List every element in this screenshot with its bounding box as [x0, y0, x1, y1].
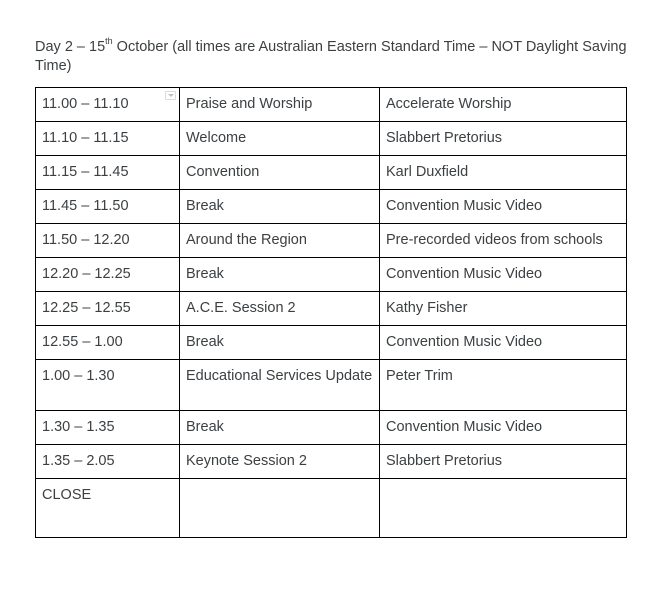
table-row: [36, 88, 627, 122]
presenter-cell[interactable]: Accelerate Worship: [380, 88, 627, 122]
table-row: [36, 224, 627, 258]
table-row: [36, 326, 627, 360]
presenter-cell[interactable]: Slabbert Pretorius: [380, 445, 627, 479]
session-cell[interactable]: Break: [180, 411, 380, 445]
presenter-cell[interactable]: Karl Duxfield: [380, 156, 627, 190]
time-cell[interactable]: 1.00 – 1.30: [36, 360, 180, 411]
heading-suffix: October (all times are Australian Eastern Standard Time – NOT Daylight Saving Time): [35, 39, 627, 74]
dropdown-arrow-icon[interactable]: [165, 91, 176, 100]
session-cell[interactable]: Praise and Worship: [180, 88, 380, 122]
presenter-cell[interactable]: Convention Music Video: [380, 326, 627, 360]
session-cell[interactable]: A.C.E. Session 2: [180, 292, 380, 326]
presenter-cell[interactable]: [380, 479, 627, 538]
session-cell[interactable]: Break: [180, 258, 380, 292]
time-text: 11.00 – 11.10: [42, 96, 129, 112]
table-row: [36, 258, 627, 292]
table-row: [36, 122, 627, 156]
time-cell[interactable]: 12.25 – 12.55: [36, 292, 180, 326]
session-cell[interactable]: Break: [180, 190, 380, 224]
heading-prefix: Day 2 – 15: [35, 39, 106, 55]
time-cell[interactable]: 11.45 – 11.50: [36, 190, 180, 224]
presenter-cell[interactable]: Convention Music Video: [380, 190, 627, 224]
time-cell[interactable]: 11.15 – 11.45: [36, 156, 180, 190]
session-cell[interactable]: Welcome: [180, 122, 380, 156]
presenter-cell[interactable]: Convention Music Video: [380, 411, 627, 445]
presenter-cell[interactable]: Peter Trim: [380, 360, 627, 411]
schedule-table: [35, 87, 627, 538]
presenter-cell[interactable]: Slabbert Pretorius: [380, 122, 627, 156]
schedule-heading: [35, 38, 645, 76]
table-row: [36, 479, 627, 538]
time-cell[interactable]: CLOSE: [36, 479, 180, 538]
table-row: [36, 292, 627, 326]
presenter-cell[interactable]: Pre-recorded videos from schools: [380, 224, 627, 258]
time-cell[interactable]: [36, 88, 180, 122]
table-row: [36, 360, 627, 411]
session-cell[interactable]: Convention: [180, 156, 380, 190]
table-row: [36, 445, 627, 479]
time-cell[interactable]: 11.50 – 12.20: [36, 224, 180, 258]
session-cell[interactable]: Around the Region: [180, 224, 380, 258]
presenter-cell[interactable]: Convention Music Video: [380, 258, 627, 292]
session-cell[interactable]: [180, 479, 380, 538]
time-cell[interactable]: 1.30 – 1.35: [36, 411, 180, 445]
time-cell[interactable]: 11.10 – 11.15: [36, 122, 180, 156]
time-cell[interactable]: 12.20 – 12.25: [36, 258, 180, 292]
heading-superscript: th: [105, 36, 113, 47]
presenter-cell[interactable]: Kathy Fisher: [380, 292, 627, 326]
time-cell[interactable]: 12.55 – 1.00: [36, 326, 180, 360]
session-cell[interactable]: Keynote Session 2: [180, 445, 380, 479]
time-cell[interactable]: 1.35 – 2.05: [36, 445, 180, 479]
table-row: [36, 411, 627, 445]
table-row: [36, 156, 627, 190]
session-cell[interactable]: Break: [180, 326, 380, 360]
table-row: [36, 190, 627, 224]
session-cell[interactable]: Educational Services Update: [180, 360, 380, 411]
